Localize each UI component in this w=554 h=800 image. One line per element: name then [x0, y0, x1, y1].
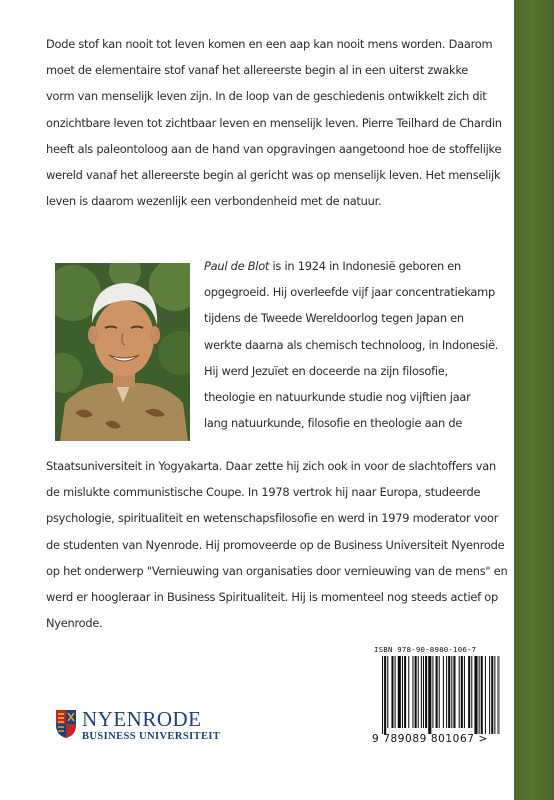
bio-line: theologie en natuurkunde studie nog vijftien jaar	[204, 390, 471, 405]
bio-first-line-rest: is in 1924 in Indonesië geboren en	[269, 259, 462, 273]
bio-line: de mislukte communistische Coupe. In 1978 vertrok hij naar Europa, studeerde	[46, 485, 481, 500]
book-spine-strip	[514, 0, 554, 800]
barcode-bar	[402, 656, 403, 728]
intro-paragraph	[46, 31, 502, 214]
barcode-bar	[382, 656, 383, 734]
bio-paragraph-bottom	[46, 453, 508, 636]
barcode-bar	[459, 656, 460, 728]
author-photo	[55, 263, 190, 441]
barcode-bar	[412, 656, 413, 728]
bio-first-line	[204, 253, 494, 279]
bio-line: de studenten van Nyenrode. Hij promoveerde op de Business Universiteit Nyenrode	[46, 537, 505, 552]
bio-line: werd er hoogleraar in Business Spiritualiteit. Hij is momenteel nog steeds actief op	[46, 590, 498, 605]
barcode-bar	[428, 656, 431, 734]
barcode-bars	[382, 656, 500, 734]
intro-line: leven is daarom wezenlijk een verbondenheid met de natuur.	[46, 194, 382, 209]
bio-line: op het onderwerp "Vernieuwing van organisaties door vernieuwing van de mens" en	[46, 563, 508, 578]
barcode-bar	[391, 656, 393, 728]
barcode-bar	[408, 656, 409, 728]
barcode-bar	[474, 656, 477, 734]
barcode-bar	[498, 656, 499, 734]
barcode-bar	[421, 656, 422, 728]
author-portrait-illustration	[55, 263, 190, 441]
author-name: Paul de Blot	[204, 259, 270, 273]
bio-line: werkte daarna als chemisch technoloog, in Indonesië.	[204, 337, 499, 352]
nyenrode-logo	[55, 707, 235, 747]
logo-subtitle: BUSINESS UNIVERSITEIT	[82, 731, 221, 742]
intro-line: vorm van menselijk leven zijn. In de loop van de geschiedenis ontwikkelt zich dit	[46, 89, 487, 104]
bio-line: tijdens de Tweede Wereldoorlog tegen Japan en	[204, 311, 464, 326]
barcode-bar	[443, 656, 444, 728]
barcode-bar	[479, 656, 480, 734]
bio-line: Hij werd Jezuïet en doceerde na zijn filosofie,	[204, 363, 448, 378]
barcode-bar	[425, 656, 427, 728]
barcode-bar	[384, 656, 386, 734]
intro-line: onzichtbare leven tot zichtbaar leven en menselijk leven. Pierre Teilhard de Chardin	[46, 115, 502, 130]
intro-line: moet de elementaire stof vanaf het allereerste begin al in een uiterst zwakke	[46, 63, 469, 78]
intro-line: wereld vanaf het allereerste begin al gericht was op menselijk leven. Het menselijk	[46, 168, 501, 183]
barcode-bar	[489, 656, 490, 734]
barcode-bar	[395, 656, 396, 728]
barcode-bar	[491, 656, 493, 734]
barcode-bar	[446, 656, 447, 728]
shield-icon	[55, 709, 77, 739]
isbn-label: ISBN 978-90-8980-106-7	[374, 645, 477, 654]
barcode-bar	[464, 656, 465, 728]
isbn-barcode	[372, 642, 504, 747]
bio-paragraph-top	[204, 253, 499, 436]
bio-line: psychologie, spiritualiteit en wetenschapsfilosofie en werd in 1979 moderator voor	[46, 511, 499, 526]
barcode-bar	[451, 656, 452, 728]
barcode-bar	[423, 656, 424, 728]
logo-wordmark: NYENRODE	[82, 707, 202, 731]
intro-line: Dode stof kan nooit tot leven komen en een aap kan nooit mens worden. Daarom	[46, 37, 493, 51]
barcode-bar	[436, 656, 438, 728]
barcode-bar	[448, 656, 450, 728]
barcode-digits: 9 789089 801067 >	[372, 733, 488, 745]
barcode-bar	[415, 656, 417, 728]
barcode-bar	[418, 656, 419, 728]
barcode-bar	[439, 656, 440, 728]
barcode-bar	[468, 656, 470, 728]
barcode-bar	[387, 656, 388, 728]
bio-line: Staatsuniversiteit in Yogyakarta. Daar zette hij zich ook in voor de slachtoffers van	[46, 459, 496, 473]
barcode-bar	[494, 656, 495, 734]
barcode-bar	[404, 656, 406, 728]
bio-line: Nyenrode.	[46, 616, 103, 631]
barcode-bar	[481, 656, 483, 734]
barcode-bar	[461, 656, 463, 728]
barcode-bar	[471, 656, 472, 728]
bio-line: lang natuurkunde, filosofie en theologie aan de	[204, 416, 463, 431]
barcode-bar	[432, 656, 433, 728]
barcode-bar	[453, 656, 455, 728]
bio-line: opgegroeid. Hij overleefde vijf jaar concentratiekamp	[204, 285, 495, 300]
barcode-bar	[485, 656, 486, 734]
barcode-bar	[398, 656, 401, 728]
intro-line: heeft als paleontoloog aan de hand van opgravingen aangetoond hoe de stoffelijke	[46, 141, 502, 156]
